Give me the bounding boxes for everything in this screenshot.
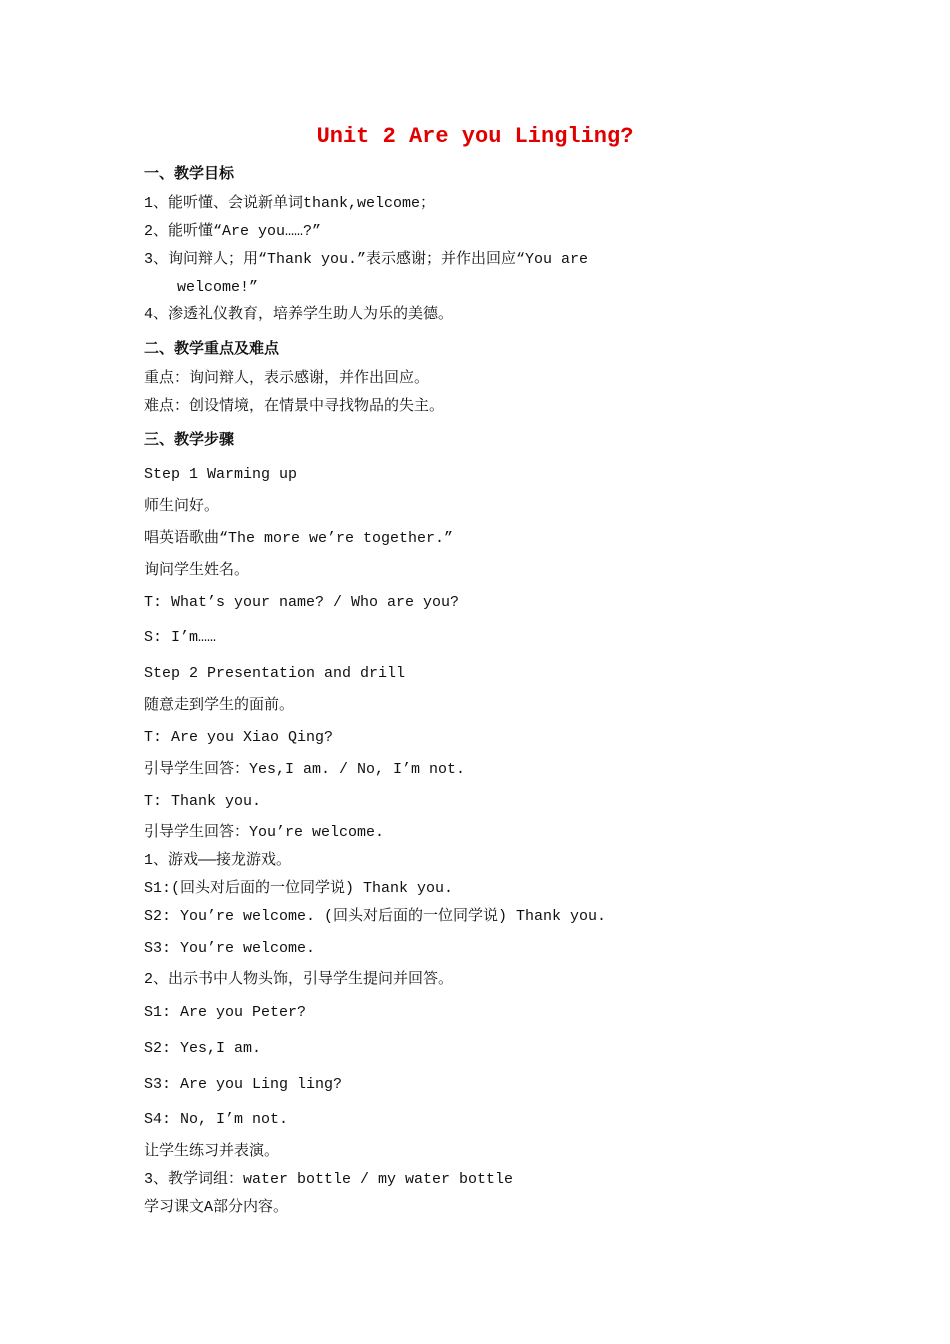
- section-heading: 一、教学目标: [144, 164, 235, 182]
- text-line: 2、能听懂“Are you……?”: [144, 223, 322, 240]
- text-line: welcome!”: [177, 279, 259, 296]
- text-line: S: I’m……: [144, 629, 217, 646]
- text-line: 3、教学词组：water bottle / my water bottle: [144, 1171, 514, 1188]
- text-line: T: What’s your name? / Who are you?: [144, 594, 460, 611]
- text-line: S1:(回头对后面的一位同学说) Thank you.: [144, 880, 454, 897]
- text-line: T: Are you Xiao Qing?: [144, 729, 334, 746]
- text-line: Step 2 Presentation and drill: [144, 665, 406, 682]
- section-heading: 二、教学重点及难点: [144, 339, 280, 357]
- text-line: S3: You’re welcome.: [144, 940, 316, 957]
- text-line: Step 1 Warming up: [144, 466, 298, 483]
- text-line: S3: Are you Ling ling?: [144, 1076, 343, 1093]
- text-line: 让学生练习并表演。: [144, 1143, 280, 1160]
- text-line: 4、渗透礼仪教育，培养学生助人为乐的美德。: [144, 306, 454, 323]
- text-line: 1、游戏——接龙游戏。: [144, 852, 292, 869]
- text-line: S2: Yes,I am.: [144, 1040, 262, 1057]
- text-line: 难点：创设情境，在情景中寻找物品的失主。: [144, 398, 445, 415]
- page-title: Unit 2 Are you Lingling?: [316, 124, 634, 149]
- text-line: S1: Are you Peter?: [144, 1004, 307, 1021]
- text-line: S4: No, I’m not.: [144, 1111, 289, 1128]
- section-heading: 三、教学步骤: [144, 430, 235, 448]
- text-line: 引导学生回答：You’re welcome.: [144, 824, 385, 841]
- text-line: S2: You’re welcome. (回头对后面的一位同学说) Thank you.: [144, 908, 607, 925]
- text-line: 师生问好。: [144, 498, 220, 515]
- text-line: 引导学生回答：Yes,I am. / No, I’m not.: [144, 761, 466, 778]
- text-line: 询问学生姓名。: [144, 562, 250, 579]
- text-line: 随意走到学生的面前。: [144, 697, 295, 714]
- text-line: 唱英语歌曲“The more we’re together.”: [144, 530, 454, 547]
- text-line: 2、出示书中人物头饰，引导学生提问并回答。: [144, 971, 454, 988]
- text-line: 3、询问辩人；用“Thank you.”表示感谢；并作出回应“You are: [144, 251, 589, 268]
- text-line: T: Thank you.: [144, 793, 262, 810]
- text-line: 学习课文A部分内容。: [144, 1199, 289, 1216]
- text-line: 1、能听懂、会说新单词thank,welcome；: [144, 195, 436, 212]
- text-line: 重点：询问辩人，表示感谢，并作出回应。: [144, 370, 430, 387]
